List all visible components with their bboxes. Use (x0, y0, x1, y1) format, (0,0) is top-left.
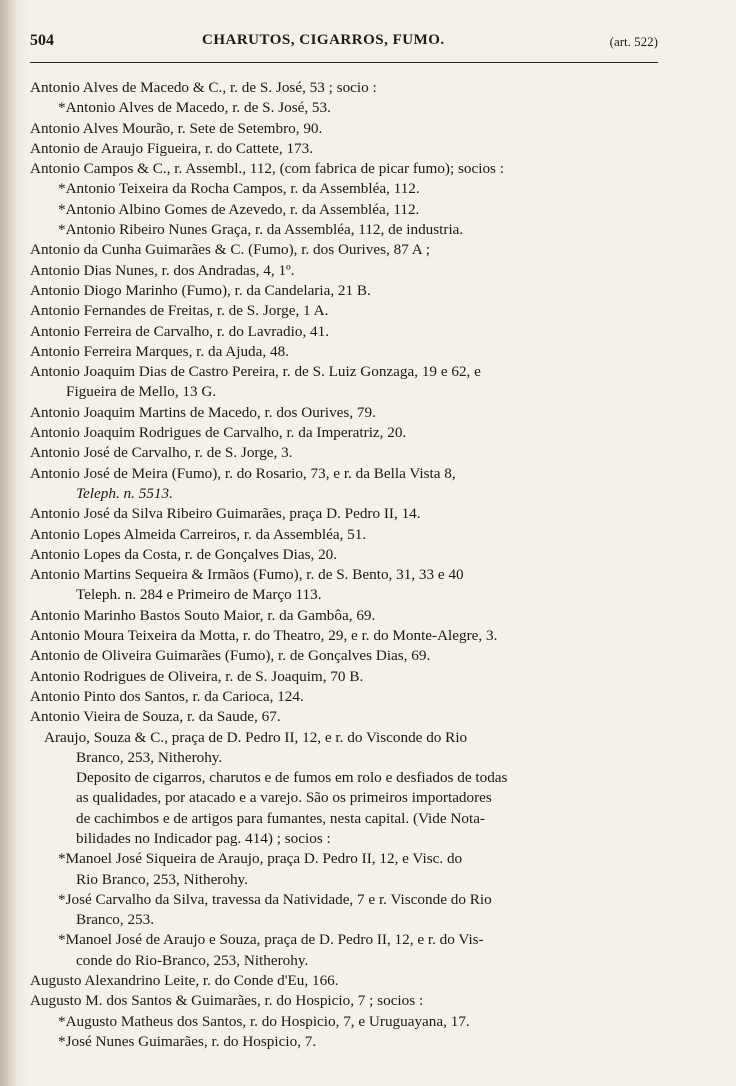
entry-line: Antonio Pinto dos Santos, r. da Carioca, 124. (30, 687, 304, 705)
entry-line: Antonio Martins Sequeira & Irmãos (Fumo), r. de S. Bento, 31, 33 e 40 (30, 566, 464, 584)
entry-line: Antonio Moura Teixeira da Motta, r. do Theatro, 29, e r. do Monte-Alegre, 3. (30, 627, 498, 645)
description-line: Deposito de cigarros, charutos e de fumos em rolo e desfiados de todas (76, 769, 508, 787)
continuation-line: Branco, 253, Nitherohy. (76, 748, 223, 766)
partner-line: *Manoel José Siqueira de Araujo, praça D. Pedro II, 12, e Visc. do (58, 850, 463, 868)
page-edge-shadow (0, 0, 30, 1086)
page-number: 504 (30, 32, 54, 49)
header-rule (30, 62, 658, 63)
continuation-line: Figueira de Mello, 13 G. (66, 383, 217, 401)
partner-line: *José Nunes Guimarães, r. do Hospicio, 7. (58, 1032, 317, 1050)
continuation-line: conde do Rio-Branco, 253, Nitherohy. (76, 951, 309, 969)
entry-line: Antonio da Cunha Guimarães & C. (Fumo), r. dos Ourives, 87 A ; (30, 241, 430, 259)
entry-line: Antonio Lopes da Costa, r. de Gonçalves Dias, 20. (30, 545, 338, 563)
page-header (30, 30, 658, 62)
partner-line: *Augusto Matheus dos Santos, r. do Hospicio, 7, e Uruguayana, 17. (58, 1012, 470, 1030)
entry-line: Antonio Alves Mourão, r. Sete de Setembro, 90. (30, 119, 323, 137)
entry-line: Antonio Lopes Almeida Carreiros, r. da Assembléa, 51. (30, 525, 367, 543)
entry-line: Augusto Alexandrino Leite, r. do Conde d'Eu, 166. (30, 972, 339, 990)
entry-line: Antonio Ferreira de Carvalho, r. do Lavradio, 41. (30, 322, 330, 340)
article-reference: (art. 522) (609, 34, 658, 49)
entry-line: Antonio José de Carvalho, r. de S. Jorge, 3. (30, 444, 293, 462)
entry-line: Antonio de Araujo Figueira, r. do Cattete, 173. (30, 139, 314, 157)
partner-line: *Antonio Teixeira da Rocha Campos, r. da Assembléa, 112. (58, 180, 420, 198)
entry-line: Antonio Alves de Macedo & C., r. de S. José, 53 ; socio : (30, 79, 377, 96)
entry-line: Antonio Rodrigues de Oliveira, r. de S. Joaquim, 70 B. (30, 667, 364, 685)
description-line: as qualidades, por atacado e a varejo. São os primeiros importadores (76, 789, 492, 807)
entry-line: Antonio Joaquim Martins de Macedo, r. dos Ourives, 79. (30, 403, 376, 421)
entry-line: Antonio Ferreira Marques, r. da Ajuda, 48. (30, 342, 289, 360)
partner-line: *José Carvalho da Silva, travessa da Natividade, 7 e r. Visconde do Rio (58, 890, 492, 908)
partner-line: *Antonio Ribeiro Nunes Graça, r. da Assembléa, 112, de industria. (58, 221, 464, 239)
entry-line: Antonio José de Meira (Fumo), r. do Rosario, 73, e r. da Bella Vista 8, (30, 464, 456, 482)
partner-line: *Antonio Alves de Macedo, r. de S. José, 53. (58, 99, 331, 117)
description-line: de cachimbos e de artigos para fumantes, nesta capital. (Vide Nota- (76, 809, 485, 827)
entry-line: Antonio Dias Nunes, r. dos Andradas, 4, 1º. (30, 261, 295, 279)
entry-line: Antonio Marinho Bastos Souto Maior, r. da Gambôa, 69. (30, 606, 376, 624)
continuation-line: Rio Branco, 253, Nitherohy. (76, 870, 248, 888)
description-line: bilidades no Indicador pag. 414) ; socios : (76, 829, 331, 847)
entry-line: Antonio Diogo Marinho (Fumo), r. da Candelaria, 21 B. (30, 281, 371, 299)
entry-line: Antonio Joaquim Dias de Castro Pereira, r. de S. Luiz Gonzaga, 19 e 62, e (30, 363, 481, 381)
partner-line: *Manoel José de Araujo e Souza, praça de D. Pedro II, 12, e r. do Vis- (58, 931, 484, 949)
partner-line: *Antonio Albino Gomes de Azevedo, r. da Assembléa, 112. (58, 200, 420, 218)
entry-line: Antonio Joaquim Rodrigues de Carvalho, r. da Imperatriz, 20. (30, 424, 407, 442)
entry-line: Augusto M. dos Santos & Guimarães, r. do Hospicio, 7 ; socios : (30, 992, 424, 1010)
directory-listing (30, 78, 666, 1052)
continuation-line: Teleph. n. 284 e Primeiro de Março 113. (76, 586, 322, 604)
entry-line: Antonio José da Silva Ribeiro Guimarães, praça D. Pedro II, 14. (30, 505, 421, 523)
continuation-line: Branco, 253. (76, 911, 155, 929)
entry-line: Antonio Campos & C., r. Assembl., 112, (com fabrica de picar fumo); socios : (30, 160, 504, 178)
entry-line: Antonio de Oliveira Guimarães (Fumo), r. de Gonçalves Dias, 69. (30, 647, 431, 665)
running-title: CHARUTOS, CIGARROS, FUMO. (202, 32, 445, 48)
entry-line: Antonio Fernandes de Freitas, r. de S. Jorge, 1 A. (30, 302, 329, 320)
entry-line: Antonio Vieira de Souza, r. da Saude, 67. (30, 708, 281, 726)
entry-line: Araujo, Souza & C., praça de D. Pedro II, 12, e r. do Visconde do Rio (44, 728, 468, 746)
continuation-line: Teleph. n. 5513. (76, 484, 173, 502)
